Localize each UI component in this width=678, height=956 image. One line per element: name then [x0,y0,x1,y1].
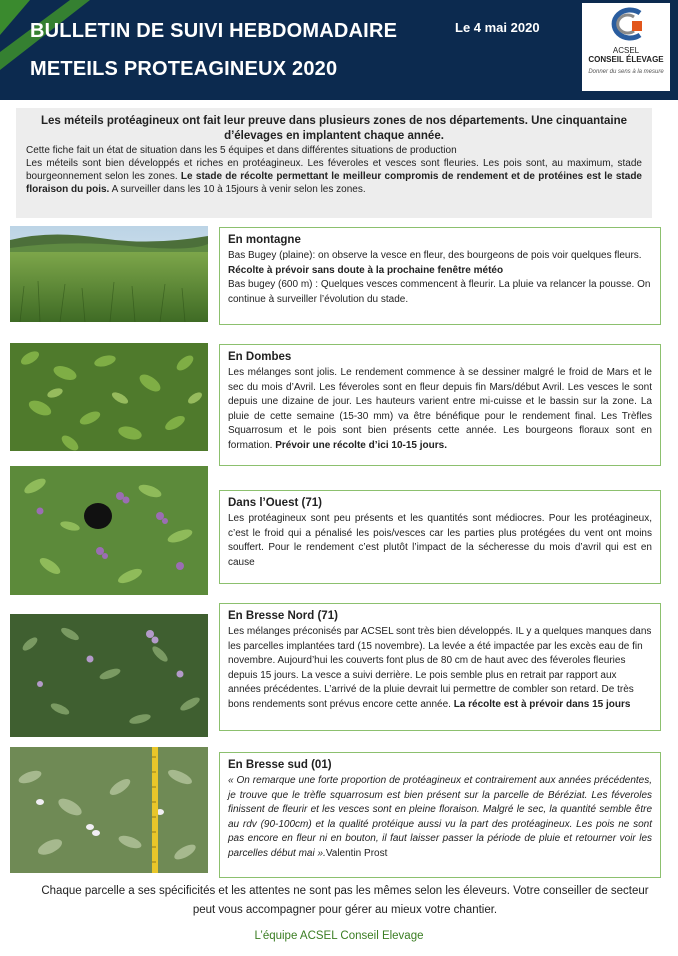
intro-box [16,108,652,218]
section-montagne [219,227,661,325]
acsel-logo [582,3,670,91]
section-bresse-nord [219,603,661,731]
section-title: En montagne [228,234,301,246]
photo-montagne [10,226,208,322]
section-text-part: Les mélanges préconisés par ACSEL sont très bien développés. IL y a quelques manques dans les parcelles implantées tard (15 novembre). La levée a été impactée par les excès eau de fin novembre. Aujourd’hui les couverts font plus de 80 cm de haut avec des féveroles fleuries depuis 15 jours. La vesce a suivi derrière. Le pois semble plus en retrait par rapport aux années précédentes. L’arrivé de la pluie devrait lui permettre de combler son retard. De très bons rendements sont prévus encore cette année. [228,626,652,710]
section-ouest [219,490,661,584]
intro-paragraph [26,157,642,196]
bulletin-subtitle: METEILS PROTEAGINEUX 2020 [30,58,338,80]
logo-name: ACSEL [612,46,640,55]
section-text-2: Bas bugey (600 m) : Quelques vesces commencent à fleurir. La pluie va relancer la pousse. On continue à surveiller l’évolution du stade. [228,279,651,305]
section-text [228,625,652,712]
bulletin-title: BULLETIN DE SUIVI HEBDOMADAIRE [30,20,398,42]
intro-line: Cette fiche fait un état de situation dans les 5 équipes et dans différentes situations de production [26,145,457,156]
bulletin-date: Le 4 mai 2020 [455,20,540,35]
section-title: En Bresse sud (01) [228,759,332,771]
section-bold-text: Récolte à prévoir sans doute à la prochaine fenêtre météo [228,264,504,276]
section-bresse-sud [219,752,661,878]
intro-heading: Les méteils protéagineux ont fait leur preuve dans plusieurs zones de nos départements. Une cinquantaine d’élevages en implantent chaque année. [40,115,627,142]
photo-ouest [10,466,208,595]
section-text [228,249,652,278]
section-dombes [219,344,661,466]
intro-text: Les méteils sont bien développés et riches en protéagineux. Les féveroles et vesces sont fleuries. Les pois sont, au maximum, stade bourgeonnement selon les zones. [26,158,642,182]
section-title: Dans l’Ouest (71) [228,497,322,509]
logo-tagline: Donner du sens à la mesure [588,69,664,75]
photo-dombes [10,343,208,451]
section-title: En Dombes [228,351,292,363]
section-bold-text: Prévoir une récolte d’ici 10-15 jours. [275,439,447,451]
acsel-logo-icon [606,7,646,41]
header-band [0,0,678,100]
section-text: Les protéagineux sont peu présents et les quantités sont médiocres. Pour les protéagineux, c’est le froid qui a pénalisé les pois/vesces car les parties plus protégées du vent ont moins souffert. Pour le rendement c’est plutôt l’impact de la sécheresse du mois d’avril qui est en cause [228,513,652,568]
section-quote-text: « On remarque une forte proportion de protéagineux et contrairement aux années précédentes, je trouve que le trèfle squarrosum est bien présent sur la parcelle de Béréziat. Les féveroles finissent de fleurir et les vesces sont en pleine floraison. Malgré le sec, la quantité semble être au rdv (90-100cm) et la qualité protéique aussi vu la part des protéagineux. Les pois ne sont pas encore en fleur ni en bouton, il faut laisser passer la période de pluie et retourner voir les parcelles début mai ». [228,775,652,859]
header-background [0,0,678,100]
section-quote-author: Valentin Prost [325,847,388,859]
section-quote [228,774,652,861]
signature: L’équipe ACSEL Conseil Elevage [254,930,424,942]
section-bold-text: La récolte est à prévoir dans 15 jours [453,698,631,710]
section-text-part: Bas Bugey (plaine): on observe la vesce en fleur, des bourgeons de pois voir quelques fleurs. [228,250,642,261]
intro-text-end: A surveiller dans les 10 à 15jours à venir selon les zones. [109,184,366,195]
photo-bresse-sud [10,747,208,873]
closing-text: Chaque parcelle a ses spécificités et les attentes ne sont pas les mêmes selon les éleveurs. Votre conseiller de secteur peut vous accompagner pour gérer au mieux votre chantier. [41,885,649,916]
section-title: En Bresse Nord (71) [228,610,338,622]
logo-subname: CONSEIL ÉLEVAGE [588,55,664,64]
section-text [228,366,652,453]
intro-bold-text: Le stade de récolte permettant le meilleur compromis de rendement et de protéines est le stade floraison du pois. [26,171,642,195]
section-text-part: Les mélanges sont jolis. Le rendement commence à se dessiner malgré le froid de Mars et le sec du mois d’Avril. Les féveroles sont en fleur depuis fin Mars/début Avril. Les vesces le sont depuis une dizaine de jour. Les hauteurs varient entre mi-cuisse et le bassin sur la zone. La pluie de cette semaine (15-30 mm) va être bénéfique pour le rendement final. Les Trèfles Squarrosum et le pois sont bien présents cette année. Les bourgeons floraux sont en formation. [228,367,652,451]
photo-bresse-nord [10,614,208,737]
